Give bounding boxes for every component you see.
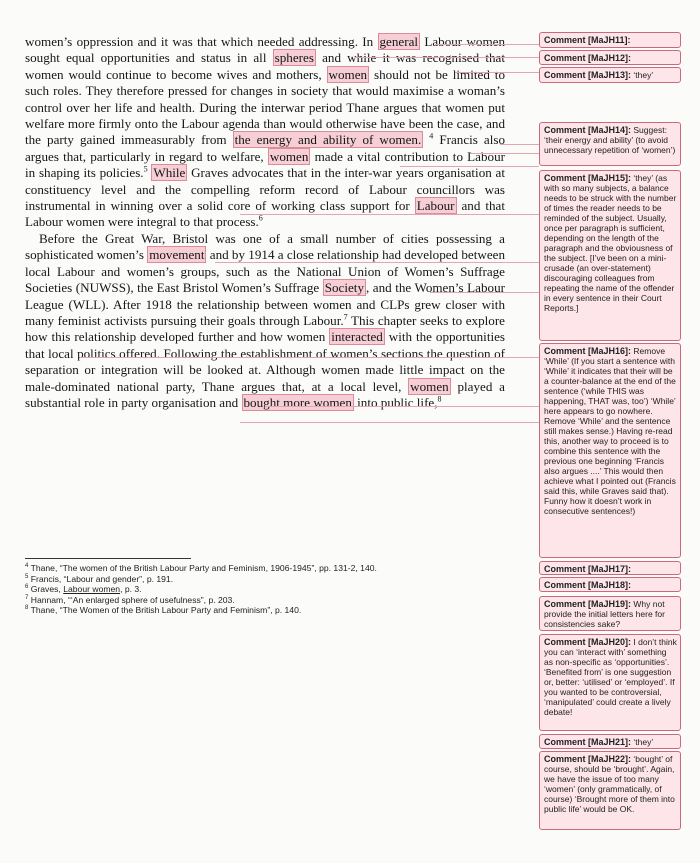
text-run: Labour women sought equal opportunities and status in all <box>25 34 505 66</box>
commented-text[interactable]: Society <box>324 280 364 296</box>
comment-leader-line <box>430 292 539 293</box>
comment-leader-line <box>80 357 539 358</box>
commented-text[interactable]: interacted <box>331 329 383 345</box>
comment-text: ‘bought’ of course, should be ‘brought’. Again, we have the issue of too many ‘women’ (only grammatically, of course) ‘Brought more of them into public life’ would be OK. <box>544 754 675 814</box>
comment-leader-line <box>265 406 539 407</box>
comment-balloon[interactable] <box>539 634 681 731</box>
comment-leader-line <box>500 144 539 145</box>
comment-text: ‘they’ <box>633 737 654 747</box>
comment-balloon[interactable] <box>539 577 681 592</box>
comment-leader-line <box>455 72 539 73</box>
footnote <box>25 584 505 595</box>
footnote <box>25 574 505 585</box>
footnote-number: 7 <box>25 594 29 601</box>
footnote-text: Francis, “Labour and gender”, p. 191. <box>30 573 174 584</box>
comment-label: Comment [MaJH11]: <box>544 35 631 45</box>
comment-text: I don’t think you can ‘interact with’ something as non-specific as ‘opportunities’. ‘Benefited from’ is one suggestion or, better: ‘utilised’ or ‘employed’. If you wanted to be controversial, ‘manipulated’ could create a lively debate! <box>544 637 677 717</box>
comment-label: Comment [MaJH22]: <box>544 754 632 764</box>
footnote-text: Hannam, “‘An enlarged sphere of usefulness”, p. 203. <box>30 594 235 605</box>
comment-leader-line <box>470 153 539 154</box>
comment-label: Comment [MaJH16]: <box>544 346 632 356</box>
text-run: and that Labour women were integral to that process. <box>25 198 505 230</box>
comment-balloon[interactable] <box>539 122 681 166</box>
comment-balloon[interactable] <box>539 343 681 558</box>
paragraph <box>25 231 505 411</box>
footnote-number: 4 <box>25 563 29 570</box>
text-run: Before the Great War, Bristol was one of a small number of cities possessing a sophisticated women’s <box>25 230 505 263</box>
footnote-text: Graves, <box>30 584 64 595</box>
body-text <box>25 34 505 411</box>
footnote-ref: 4 <box>429 132 434 142</box>
comment-balloon[interactable] <box>539 170 681 341</box>
comment-balloon[interactable] <box>539 50 681 65</box>
footnote-separator <box>25 558 191 559</box>
commented-text[interactable]: bought more women <box>243 394 352 410</box>
comment-text: Suggest: ‘their energy and ability’ (to avoid unnecessary repetition of ‘women’) <box>544 125 676 155</box>
commented-text[interactable]: general <box>379 34 419 49</box>
text-run: , and the Women’s Labour League (WLL). After 1918 the relationship between women and CLPs grew closer with many feminist activists pursuing their goals through Labour. <box>25 280 505 328</box>
footnote-text: Thane, “The Women of the British Labour Party and Feminism”, p. 140. <box>30 605 302 616</box>
comment-balloon[interactable] <box>539 67 681 83</box>
comment-label: Comment [MaJH15]: <box>544 173 632 183</box>
comment-leader-line <box>435 44 539 45</box>
text-run: and while it was recognised that women would continue to become wives and mothers, <box>25 50 505 82</box>
footnote <box>25 595 505 606</box>
comment-label: Comment [MaJH19]: <box>544 599 632 609</box>
comment-balloon[interactable] <box>539 596 681 631</box>
comment-balloon[interactable] <box>539 32 681 48</box>
footnote-ref: 6 <box>258 214 263 224</box>
text-run: into public life, <box>353 394 438 410</box>
paragraph <box>25 34 505 231</box>
footnotes <box>25 563 505 616</box>
text-run: made a vital contribution to Labour in shaping its policies. <box>25 148 505 181</box>
footnote-text: , p. 3. <box>120 584 142 595</box>
footnote <box>25 563 505 574</box>
text-run: played a substantial role in party organisation and <box>25 378 505 410</box>
text-run: should not be limited to such roles. They therefore pressed for changes in society that would maximise a woman’s control over her life and health. During the interwar period Thane argues that women put welfare more firmly onto the Labour agenda than would otherwise have been the case, and the party gained immeasurably from <box>25 66 505 148</box>
commented-text[interactable]: spheres <box>274 50 314 66</box>
commented-text[interactable]: Labour <box>416 198 455 214</box>
footnote-number: 5 <box>25 573 29 580</box>
comment-label: Comment [MaJH14]: <box>544 125 632 135</box>
comment-balloon[interactable] <box>539 734 681 749</box>
footnote-text: Thane, “The women of the British Labour Party and Feminism, 1906-1945”, pp. 131-2, 140. <box>30 563 377 573</box>
text-run: and by 1914 a close relationship had developed between local Labour and women’s groups, such as the National Union of Women’s Suffrage Societies (NUWSS), the East Bristol Women’s Suffrage <box>25 247 506 296</box>
comment-label: Comment [MaJH21]: <box>544 737 632 747</box>
commented-text[interactable]: While <box>153 165 186 181</box>
footnote <box>25 605 505 616</box>
commented-text[interactable]: movement <box>149 247 205 263</box>
comment-leader-line <box>240 422 539 423</box>
comment-text: Why not provide the initial letters here for consistencies sake? <box>544 599 665 629</box>
text-run: This chapter seeks to explore how this relationship developed further and how women <box>25 312 505 345</box>
comment-balloon[interactable] <box>539 751 681 830</box>
comment-label: Comment [MaJH12]: <box>544 53 632 63</box>
footnote-number: 6 <box>25 584 29 591</box>
comment-text: Remove ‘While’ (If you start a sentence with ‘While’ it indicates that their will be a counter-balance at the end of the sentence (‘while THIS was happening, THAT was, too’) ‘While’ here appears to go nowhere. Remove ‘While’ and the sentence still makes sense.) Having re-read this, another way to proceed is to combine this sentence with the previous one beginning ‘Francis also argues ....’ This would then achieve what I pointed out (Francis said this, while Graves said that). Funny how it doesn’t work in consecutive sentences!) <box>544 346 676 516</box>
footnote-ref: 7 <box>343 312 348 322</box>
comment-text: ‘they’ (as with so many subjects, a balance needs to be struck with the number of times the reader needs to be reminded of the subject. Usually, once per paragraph is sufficient, depending on the length of the paragraph and the obviousness of the subject. [I’ve been on a mini-crusade (an over-statement) discouraging colleagues from repeating the name of the offender in every sentence in their Court Reports.] <box>544 173 677 313</box>
comment-balloon[interactable] <box>539 561 681 575</box>
comment-label: Comment [MaJH17]: <box>544 564 632 574</box>
comment-label: Comment [MaJH20]: <box>544 637 632 647</box>
commented-text[interactable]: the energy and ability of women. <box>234 132 422 148</box>
footnote-ref: 5 <box>143 164 148 174</box>
comment-text: ‘they’ <box>633 70 654 80</box>
text-run: with the opportunities that local politics offered. Following the establishment of women’s sections the question of separation or integration will be looked at. Although women made little impact on the male-dominated national party, Thane argues that, at a local level, <box>25 329 506 394</box>
comment-leader-line <box>240 214 539 215</box>
commented-text[interactable]: women <box>410 378 449 394</box>
commented-text[interactable]: women <box>269 148 309 164</box>
footnote-number: 8 <box>25 605 29 612</box>
footnote-title: Labour women <box>63 584 121 595</box>
comment-label: Comment [MaJH18]: <box>544 580 632 590</box>
comment-leader-line <box>215 262 539 263</box>
text-run: Francis also argues that, particularly in regard to welfare, <box>25 132 506 164</box>
text-run: Graves advocates that in the inter-war years organisation at constituency level and the compelling reform record of Labour councillors was instrumental in winning over a solid core of working class support for <box>25 165 506 214</box>
text-run: women’s oppression and it was that which needed addressing. In <box>25 34 378 49</box>
footnote-ref: 8 <box>437 394 442 404</box>
commented-text[interactable]: women <box>328 66 368 82</box>
comment-label: Comment [MaJH13]: <box>544 70 632 80</box>
comment-leader-line <box>400 166 539 167</box>
comment-leader-line <box>355 57 539 58</box>
